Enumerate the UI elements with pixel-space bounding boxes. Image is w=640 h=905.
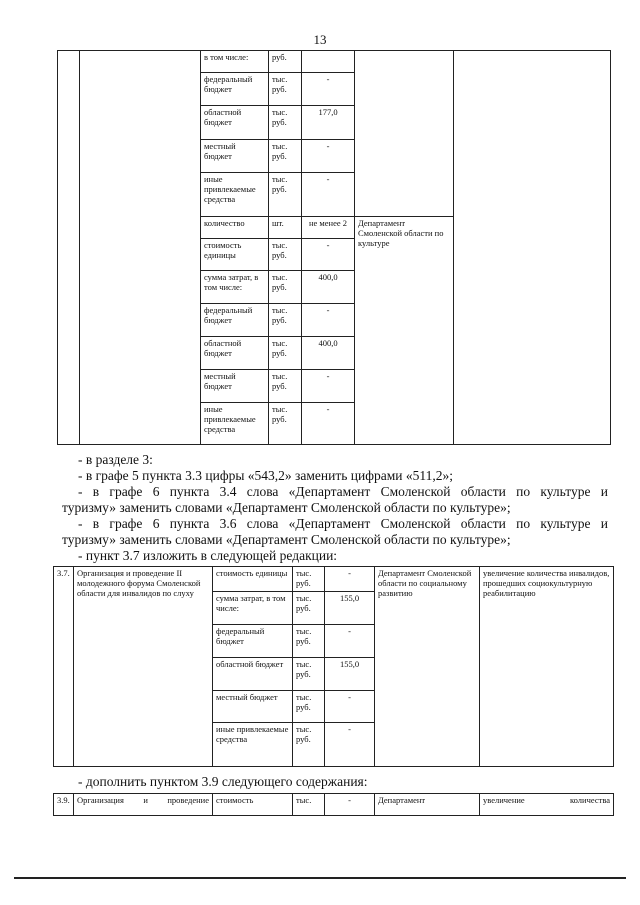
row-unit: тыс. руб. — [269, 304, 302, 337]
row-value: не менее 2 — [302, 217, 355, 239]
row-label: количество — [201, 217, 269, 239]
row-unit: тыс. руб. — [293, 691, 325, 723]
row-label: местный бюджет — [213, 691, 293, 723]
row-value: 155,0 — [325, 658, 375, 691]
row-value: - — [302, 304, 355, 337]
paragraph-3-4-line1: - в графе 6 пункта 3.4 слова «Департамент Смоленской области по культуре и — [78, 484, 608, 499]
item-number: 3.7. — [54, 567, 74, 767]
executor-cell: Департамент Смоленской области по культуре — [355, 217, 454, 445]
row-unit: тыс. руб. — [293, 625, 325, 658]
row-unit: тыс. руб. — [293, 567, 325, 592]
item-executor: Департамент Смоленской области по социальному развитию — [375, 567, 480, 767]
row-label: областной бюджет — [201, 106, 269, 140]
row-unit: тыс. руб. — [293, 592, 325, 625]
item-executor: Департамент — [375, 794, 480, 816]
row-value: - — [302, 140, 355, 173]
row-unit: тыс. руб. — [269, 73, 302, 106]
row-label: сумма затрат, в том числе: — [201, 271, 269, 304]
table-item-3-7 — [53, 566, 614, 767]
paragraph-section-3: - в разделе 3: — [78, 452, 153, 467]
row-unit: тыс. руб. — [269, 239, 302, 271]
row-value: 155,0 — [325, 592, 375, 625]
row-label: в том числе: — [201, 51, 269, 73]
page-number: 13 — [313, 32, 327, 47]
row-value: - — [302, 173, 355, 217]
paragraph-3-3: - в графе 5 пункта 3.3 цифры «543,2» заменить цифрами «511,2»; — [78, 468, 453, 483]
row-value: - — [302, 370, 355, 403]
row-unit: тыс. руб. — [269, 271, 302, 304]
item-title: Организация и проведение — [74, 794, 213, 816]
row-label: иные привлекаемые средства — [213, 723, 293, 767]
row-unit: тыс. руб. — [269, 370, 302, 403]
paragraph-3-4-line2: туризму» заменить словами «Департамент Смоленской области по культуре»; — [62, 500, 511, 515]
executor-cell-top — [355, 51, 454, 217]
row-label: стоимость единицы — [201, 239, 269, 271]
row-unit: тыс. руб. — [269, 403, 302, 445]
row-label: сумма затрат, в том числе: — [213, 592, 293, 625]
row-label: федеральный бюджет — [213, 625, 293, 658]
item-result: увеличение количества инвалидов, прошедших социокультурную реабилитацию — [480, 567, 614, 767]
row-value: 177,0 — [302, 106, 355, 140]
item-number: 3.9. — [54, 794, 74, 816]
row-unit: тыс. руб. — [269, 106, 302, 140]
row-label: областной бюджет — [213, 658, 293, 691]
row-value — [302, 51, 355, 73]
paragraph-3-6-line1: - в графе 6 пункта 3.6 слова «Департамент Смоленской области по культуре и — [78, 516, 608, 531]
row-value: - — [302, 239, 355, 271]
row-value: - — [325, 691, 375, 723]
row-value: - — [302, 403, 355, 445]
paragraph-3-6-line2: туризму» заменить словами «Департамент Смоленской области по культуре»; — [62, 532, 511, 547]
row-value: - — [325, 567, 375, 592]
row-label: местный бюджет — [201, 140, 269, 173]
row-value: - — [325, 794, 375, 816]
page-bottom-rule — [14, 877, 626, 879]
table-item-3-9 — [53, 793, 614, 816]
paragraph-add-3-9: - дополнить пунктом 3.9 следующего содержания: — [78, 774, 368, 789]
col-title-cell — [80, 51, 201, 445]
row-label: федеральный бюджет — [201, 304, 269, 337]
row-unit: тыс. руб. — [269, 173, 302, 217]
row-value: - — [325, 723, 375, 767]
row-value: 400,0 — [302, 337, 355, 370]
row-unit: тыс. руб. — [293, 723, 325, 767]
row-label: областной бюджет — [201, 337, 269, 370]
row-unit: тыс. руб. — [269, 337, 302, 370]
row-value: - — [302, 73, 355, 106]
row-label: местный бюджет — [201, 370, 269, 403]
row-value: 400,0 — [302, 271, 355, 304]
row-label: иные привлекаемые средства — [201, 403, 269, 445]
table-continuation — [57, 50, 611, 445]
row-label: стоимость единицы — [213, 567, 293, 592]
paragraph-3-7: - пункт 3.7 изложить в следующей редакции: — [78, 548, 338, 563]
item-title: Организация и проведение II молодежного форума Смоленской области для инвалидов по слуху — [74, 567, 213, 767]
row-unit: руб. — [269, 51, 302, 73]
row-value: - — [325, 625, 375, 658]
row-unit: тыс. — [293, 794, 325, 816]
row-label: иные привлекаемые средства — [201, 173, 269, 217]
result-cell — [454, 51, 611, 445]
row-unit: шт. — [269, 217, 302, 239]
row-unit: тыс. руб. — [293, 658, 325, 691]
row-unit: тыс. руб. — [269, 140, 302, 173]
item-result: увеличение количества — [480, 794, 614, 816]
row-label: федеральный бюджет — [201, 73, 269, 106]
row-label: стоимость — [213, 794, 293, 816]
col-number-cell — [58, 51, 80, 445]
